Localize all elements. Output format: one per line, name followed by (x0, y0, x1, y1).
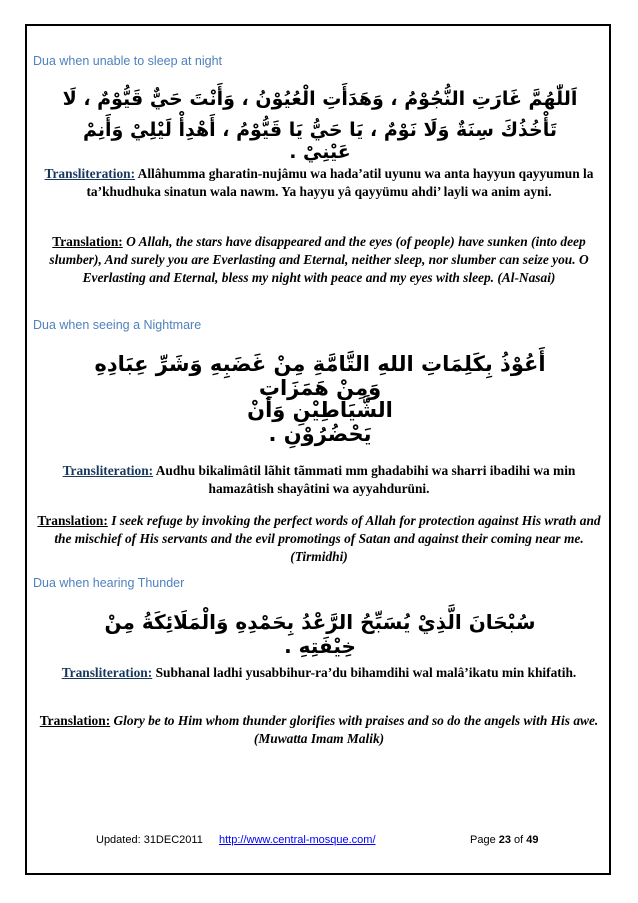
transliteration-paragraph (31, 165, 607, 201)
arabic-text-line: اَللّٰهُمَّ غَارَتِ النُّجُوْمُ ، وَهَدَأَتِ الْعُيُوْنُ ، وَأَنْتَ حَيٌّ قَيُّوْمٌ ، لَا (62, 88, 578, 110)
current-page: 23 (498, 834, 511, 846)
page-prefix: Page (470, 834, 499, 846)
transliteration-label: Transliteration: (61, 665, 153, 680)
arabic-text-line: تَأْخُذُكَ سِنَةٌ وَلَا نَوْمٌ ، يَا حَيُّ يَا قَيُّوْمُ ، أَهْدِأْ لَيْلِيْ وَأَنِمْ عَيْنِيْ . (83, 119, 557, 163)
footer-link-container (219, 834, 376, 846)
transliteration-paragraph (31, 664, 607, 682)
total-pages: 49 (526, 834, 539, 846)
translation-label: Translation: (39, 713, 111, 728)
translation-text: Glory be to Him whom thunder glorifies with praises and so do the angels with His awe.(Muwatta Imam Malik) (113, 713, 599, 746)
translation-text: I seek refuge by invoking the perfect words of Allah for protection against His wrath and the mischief of His servants and the evil promotings of Satan and against their coming near me.(Tirmidhi) (54, 513, 601, 564)
translation-paragraph (31, 712, 607, 748)
footer-website-link[interactable]: http://www.central-mosque.com/ (219, 834, 376, 846)
transliteration-text: Allâhumma gharatin-nujâmu wa hada’atil uyunu wa anta hayyun qayyumun la ta’khudhuka sinatun wala nawm. Ya hayyu yâ qayyümu ahdi’ layli wa anim ayni. (86, 166, 594, 199)
transliteration-paragraph (31, 462, 607, 498)
footer-page-number (470, 834, 539, 846)
section-heading-nightmare: Dua when seeing a Nightmare (33, 318, 202, 332)
section-heading-thunder: Dua when hearing Thunder (33, 576, 185, 590)
translation-label: Translation: (37, 513, 108, 528)
translation-label: Translation: (52, 234, 123, 249)
section-heading-sleep: Dua when unable to sleep at night (33, 54, 223, 68)
footer-updated: Updated: 31DEC2011 (96, 834, 203, 846)
transliteration-text: Subhanal ladhi yusabbihur-ra’du bihamdihi wal malâ’ikatu min khifatih. (155, 665, 577, 680)
translation-paragraph (31, 512, 607, 566)
translation-paragraph (31, 233, 607, 287)
arabic-text-line: أَعُوْذُ بِكَلِمَاتِ اللهِ التَّامَّةِ مِنْ غَضَبِهِ وَشَرِّ عِبَادِهِ وَمِنْ هَمَزَاتِ (94, 352, 546, 400)
arabic-text-line: سُبْحَانَ الَّذِيْ يُسَبِّحُ الرَّعْدُ بِحَمْدِهِ وَالْمَلَائِكَةُ مِنْ خِيْفَتِهِ . (104, 610, 536, 658)
transliteration-label: Transliteration: (44, 166, 136, 181)
transliteration-label: Transliteration: (62, 463, 154, 478)
page-of: of (511, 834, 527, 846)
arabic-text-line: الشَّيَاطِيْنِ وَأَنْ يَحْضُرُوْنِ . (247, 398, 393, 446)
translation-text: O Allah, the stars have disappeared and the eyes (of people) have sunken (into deep slumber), And surely you are Everlasting and Eternal, neither sleep, nor slumber can seize you. O Everlasting and Eternal, bless my night with peace and my eyes with sleep. (Al-Nasai) (49, 234, 589, 285)
transliteration-text: Audhu bikalimâtil lãhit tãmmati mm ghadabihi wa sharri ibadihi wa min hamazâtish shayâtini wa ayyahdurüni. (155, 463, 576, 496)
